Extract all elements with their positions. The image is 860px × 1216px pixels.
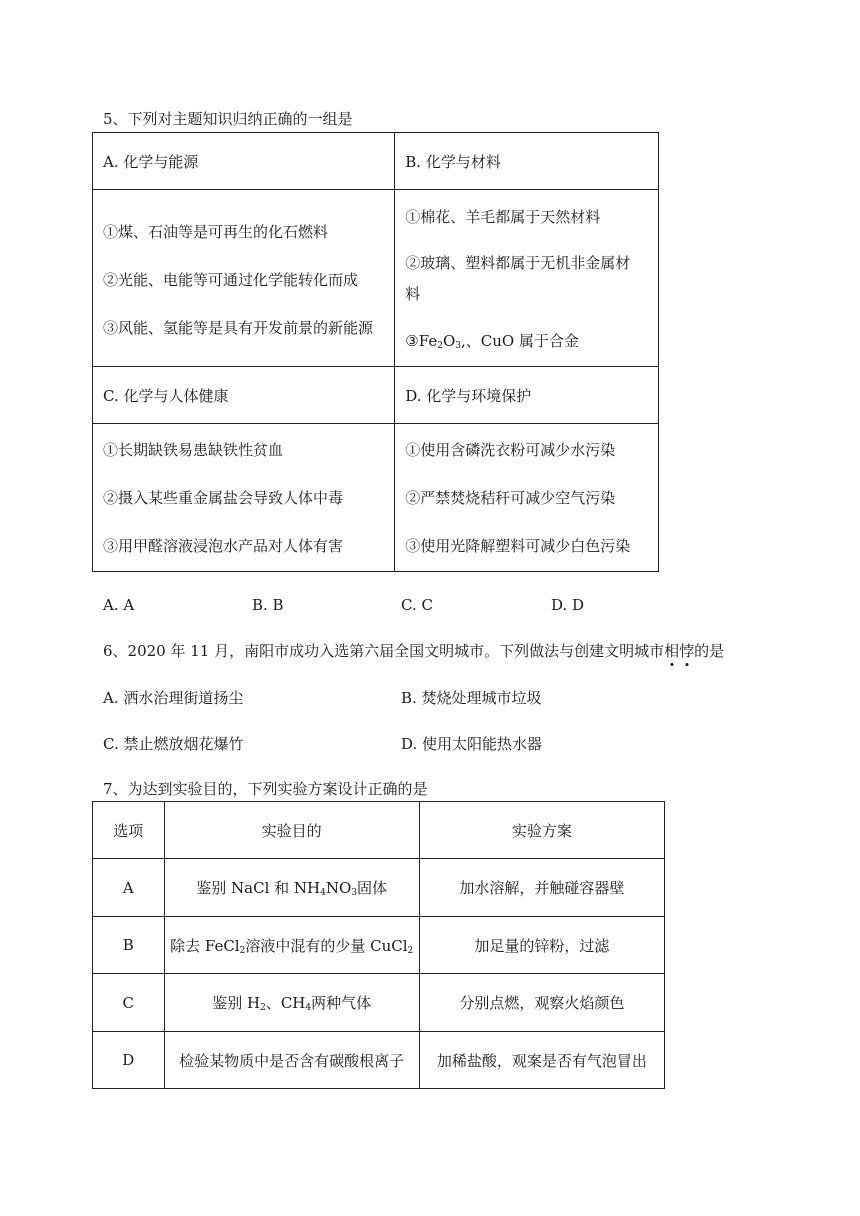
q5-cell-d-head: D. 化学与环境保护 (395, 367, 659, 424)
q7-row-a-purpose-sub1: 4 (320, 888, 326, 898)
q5-d-item-3: ③使用光降解塑料可减少白色污染 (405, 537, 631, 555)
q5-cell-c-head: C. 化学与人体健康 (93, 367, 395, 424)
q5-cell-b-body (395, 190, 659, 367)
q5-b-item-3 (405, 330, 658, 351)
q7-row-c-purpose-post: 两种气体 (311, 994, 372, 1012)
q7-row-d-option: D (93, 1032, 165, 1089)
table-row (93, 974, 665, 1032)
q5-d-item-1: ①使用含磷洗衣粉可减少水污染 (405, 441, 616, 459)
q7-row-a-purpose-pre: 鉴别 NaCl 和 NH (196, 879, 321, 897)
q5-d-item-2: ②严禁焚烧秸秆可减少空气污染 (405, 489, 616, 507)
q7-row-c-purpose-sub2: 4 (305, 1003, 312, 1013)
q7-row-a-purpose (164, 859, 419, 917)
q5-cell-b-head: B. 化学与材料 (395, 133, 659, 190)
q5-b-item-3-mid: O (442, 331, 456, 350)
q5-a-item-1: ①煤、石油等是可再生的化石燃料 (103, 222, 329, 241)
q5-c-item-3: ③用甲醛溶液浸泡水产品对人体有害 (103, 537, 344, 555)
q7-header-purpose: 实验目的 (164, 802, 419, 859)
q7-row-b-purpose-mid: 溶液中混有的少量 CuCl (245, 936, 408, 955)
q5-cell-a-body (93, 190, 395, 367)
q6-title-post: 的是 (694, 642, 725, 660)
q5-c-item-1: ①长期缺铁易患缺铁性贫血 (103, 441, 284, 459)
q7-row-b-purpose (164, 917, 419, 974)
question-5-title: 5、下列对主题知识归纳正确的一组是 (103, 110, 353, 128)
q5-b-item-3-post: ,、CuO 属于合金 (460, 331, 579, 350)
q6-emphasis-1: 相 (664, 642, 680, 660)
q7-row-c-purpose-sub1: 2 (260, 1003, 266, 1013)
q5-cell-c-body (93, 424, 395, 572)
q7-row-c-purpose (164, 974, 419, 1032)
q7-row-a-option: A (93, 859, 165, 917)
q6-emphasis-2: 悖 (679, 642, 695, 660)
q5-b-item-1: ①棉花、羊毛都属于天然材料 (405, 207, 601, 226)
table-row (93, 1032, 665, 1089)
q7-row-a-purpose-post: 固体 (357, 879, 388, 897)
q5-cell-a-head: A. 化学与能源 (93, 133, 395, 190)
table-row (93, 917, 665, 974)
q5-option-a: A. A (103, 596, 135, 614)
q5-b-item-3-sub1: 2 (437, 340, 443, 351)
q7-header-plan: 实验方案 (419, 802, 664, 859)
q6-option-d: D. 使用太阳能热水器 (401, 735, 543, 753)
q5-option-c: C. C (401, 596, 433, 614)
q7-row-d-purpose: 检验某物质中是否含有碳酸根离子 (164, 1032, 419, 1089)
q7-row-c-purpose-mid: 、CH (265, 994, 306, 1012)
q5-a-item-2: ②光能、电能等可通过化学能转化而成 (103, 270, 359, 289)
q5-option-b: B. B (252, 596, 284, 614)
q7-row-d-plan: 加稀盐酸，观案是否有气泡冒出 (419, 1032, 664, 1089)
q5-b-item-2-line-2: 料 (405, 284, 421, 303)
q6-option-a: A. 洒水治理街道扬尘 (103, 689, 244, 707)
q6-title-pre: 6、2020 年 11 月，南阳市成功入选第六届全国文明城市。下列做法与创建文明城市 (103, 642, 665, 660)
q5-table (92, 132, 659, 572)
q5-b-item-3-sub2: 3 (455, 340, 461, 351)
q5-option-d: D. D (551, 596, 585, 614)
q7-row-a-plan: 加水溶解，并触碰容器壁 (419, 859, 664, 917)
table-row (93, 859, 665, 917)
q6-option-b: B. 焚烧处理城市垃圾 (401, 689, 542, 707)
q7-row-b-purpose-pre: 除去 FeCl (170, 936, 240, 955)
question-7-title: 7、为达到实验目的，下列实验方案设计正确的是 (103, 780, 428, 798)
q5-b-item-2-line-1: ②玻璃、塑料都属于无机非金属材 (405, 253, 631, 272)
q7-row-b-plan: 加足量的锌粉，过滤 (419, 917, 664, 974)
q7-row-b-option: B (93, 917, 165, 974)
q7-row-c-purpose-pre: 鉴别 H (212, 994, 261, 1012)
q5-c-item-2: ②摄入某些重金属盐会导致人体中毒 (103, 489, 344, 507)
q7-header-option: 选项 (93, 802, 165, 859)
q7-row-a-purpose-sub2: 3 (351, 888, 358, 898)
q7-row-c-plan: 分别点燃，观察火焰颜色 (419, 974, 664, 1032)
question-6-title (103, 640, 724, 661)
q7-row-a-purpose-mid: NO (325, 879, 352, 897)
q5-b-item-3-pre: ③Fe (405, 331, 438, 350)
q5-a-item-3: ③风能、氢能等是具有开发前景的新能源 (103, 318, 374, 337)
q7-row-b-purpose-sub2: 2 (407, 945, 414, 956)
q5-cell-d-body (395, 424, 659, 572)
q7-row-c-option: C (93, 974, 165, 1032)
q7-table (92, 801, 665, 1089)
q6-option-c: C. 禁止燃放烟花爆竹 (103, 735, 244, 753)
q7-row-b-purpose-sub1: 2 (239, 945, 246, 956)
